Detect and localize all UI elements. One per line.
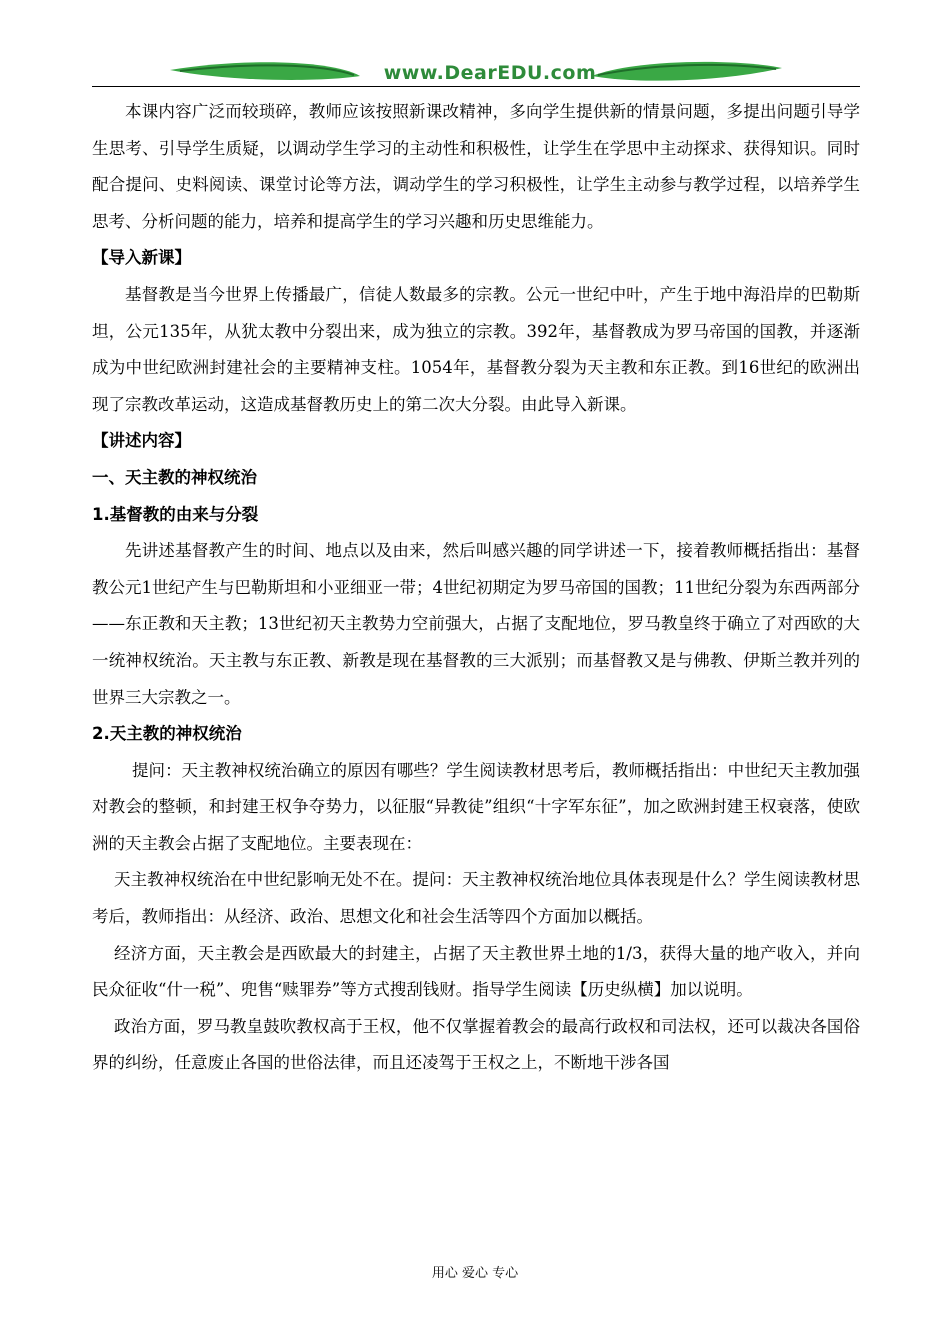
paragraph-manifestations: 天主教神权统治在中世纪影响无处不在。提问：天主教神权统治地位具体表现是什么？学生阅读教材思考后，教师指出：从经济、政治、思想文化和社会生活等四个方面加以概括。 — [92, 870, 860, 927]
page-header — [92, 56, 860, 90]
document-body — [92, 94, 860, 1082]
section-heading-1: 一、天主教的神权统治 — [92, 467, 257, 487]
intro-paragraph: 本课内容广泛而较琐碎，教师应该按照新课改精神，多向学生提供新的情景问题，多提出问题引导学生思考、引导学生质疑，以调动学生学习的主动性和积极性，让学生在学思中主动探求、获得知识。同时配合提问、史料阅读、课堂讨论等方法，调动学生的学习积极性，让学生主动参与教学过程，以培养学生思考、分析问题的能力，培养和提高学生的学习兴趣和历史思维能力。 — [92, 102, 860, 231]
site-url: www.DearEDU.com — [383, 62, 597, 84]
paragraph-reasons: 提问：天主教神权统治确立的原因有哪些？学生阅读教材思考后，教师概括指出：中世纪天主教加强对教会的整顿，和封建王权争夺势力，以征服“异教徒”组织“十字军东征”，加之欧洲封建王权衰落，使欧洲的天主教会占据了支配地位。主要表现在： — [92, 760, 860, 853]
paragraph-origin-split: 先讲述基督教产生的时间、地点以及由来，然后叫感兴趣的同学讲述一下，接着教师概括指出：基督教公元1世纪产生与巴勒斯坦和小亚细亚一带；4世纪初期定为罗马帝国的国教；11世纪分裂为东西两部分——东正教和天主教；13世纪初天主教势力空前强大，占据了支配地位，罗马教皇终于确立了对西欧的大一统神权统治。天主教与东正教、新教是现在基督教的三大派别；而基督教又是与佛教、伊斯兰教并列的世界三大宗教之一。 — [92, 541, 860, 707]
header-rule — [92, 86, 860, 87]
paragraph-politics: 政治方面，罗马教皇鼓吹教权高于王权，他不仅掌握着教会的最高行政权和司法权，还可以裁决各国俗界的纠纷，任意废止各国的世俗法律，而且还凌驾于王权之上，不断地干涉各国 — [92, 1016, 860, 1073]
paragraph-economy: 经济方面，天主教会是西欧最大的封建主，占据了天主教世界土地的1/3，获得大量的地产收入，并向民众征收“什一税”、兜售“赎罪券”等方式搜刮钱财。指导学生阅读【历史纵横】加以说明。 — [92, 943, 860, 1000]
subsection-heading-1-1: 1.基督教的由来与分裂 — [92, 504, 259, 524]
page-footer: 用心 爱心 专心 — [431, 1266, 519, 1281]
intro-new-lesson-paragraph: 基督教是当今世界上传播最广，信徒人数最多的宗教。公元一世纪中叶，产生于地中海沿岸的巴勒斯坦，公元135年，从犹太教中分裂出来，成为独立的宗教。392年，基督教成为罗马帝国的国教，并逐渐成为中世纪欧洲封建社会的主要精神支柱。1054年，基督教分裂为天主教和东正教。到16世纪的欧洲出现了宗教改革运动，这造成基督教历史上的第二次大分裂。由此导入新课。 — [92, 284, 860, 414]
heading-intro-new-lesson: 【导入新课】 — [92, 248, 191, 268]
subsection-heading-1-2: 2.天主教的神权统治 — [92, 724, 242, 744]
heading-lecture-content: 【讲述内容】 — [92, 431, 191, 451]
